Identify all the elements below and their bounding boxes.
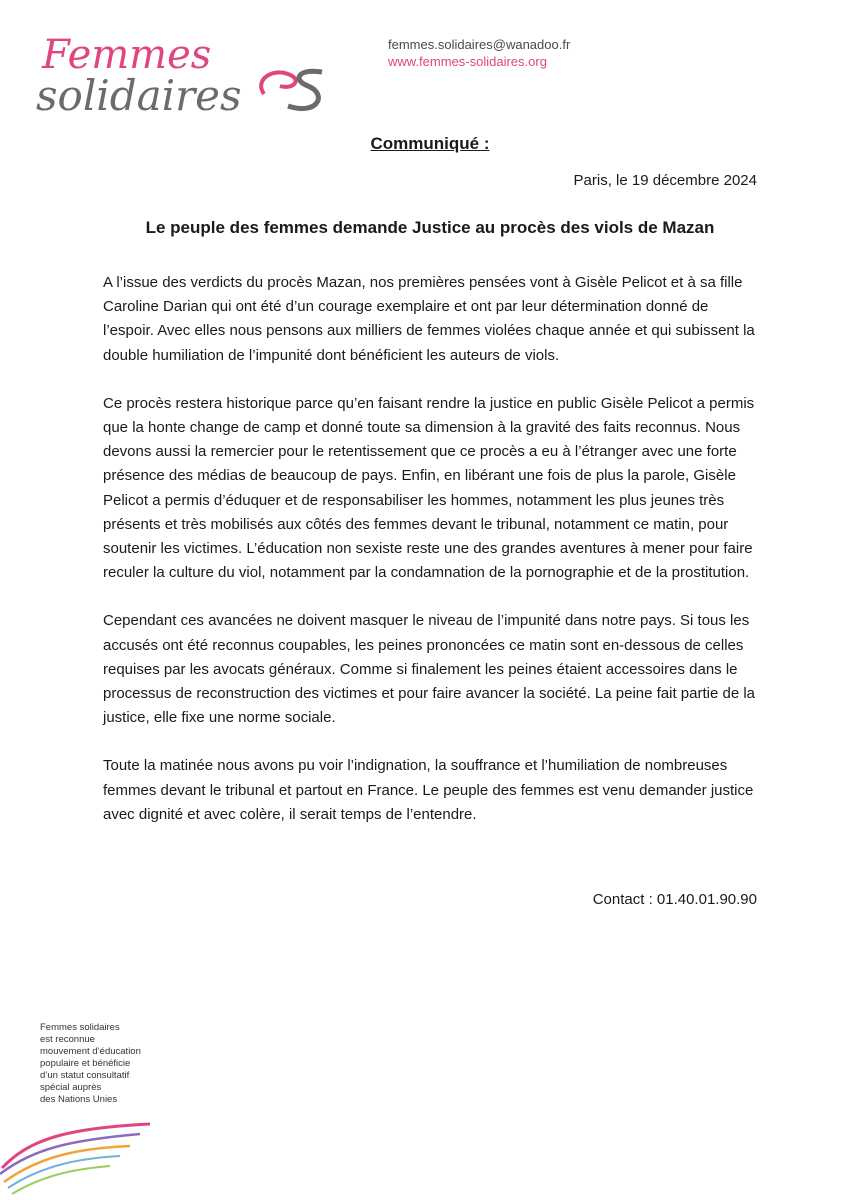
logo-swash-pink [261,72,296,94]
decorative-ribbon [0,1108,160,1198]
logo-word-femmes: Femmes [42,32,212,78]
footer-note-line: spécial auprès [40,1082,102,1093]
footer-note [40,1022,170,1106]
website-link[interactable]: www.femmes-solidaires.org [388,54,547,69]
footer-note-line: mouvement d’éducation [40,1046,141,1057]
logo-graphic [36,24,336,124]
footer-note-line: des Nations Unies [40,1094,118,1105]
ribbon-stroke-green [12,1166,110,1194]
contact-phone: Contact : 01.40.01.90.90 [592,891,757,908]
body-text [103,271,763,851]
footer-note-line: d’un statut consultatif [40,1070,130,1081]
femmes-solidaires-logo [36,24,336,124]
logo-word-solidaires: solidaires [36,71,242,120]
header-contact [388,36,570,70]
paragraph-4: Toute la matinée nous avons pu voir l’indignation, la souffrance et l’humiliation de nombreuses femmes devant le tribunal et partout en France. Le peuple des femmes est venu demander justice avec dignité et avec colère, il serait temps de l’entendre. [103,757,754,823]
paragraph-2: Ce procès restera historique parce qu’en faisant rendre la justice en public Gisèle Pelicot a permis que la honte change de camp et donné toute sa dimension à la gravité des faits reconnus. Nous devons aussi la remercier pour le retentissement que ce procès a eu à l’étranger avec une forte présence des médias de beaucoup de pays. Enfin, en libérant une fois de plus la parole, Gisèle Pelicot a permis d’éduquer et de responsabiliser les hommes, notamment les plus jeunes très présents et très mobilisés aux côtés des femmes devant le tribunal, notamment ce matin, pour soutenir les victimes. L’éducation non sexiste reste une des grandes aventures à mener pour faire reculer la culture du viol, notamment par la condamnation de la pornographie et de la prostitution. [103,394,755,582]
footer-note-line: populaire et bénéficie [40,1058,131,1069]
footer-note-line: Femmes solidaires [40,1022,120,1033]
email-address[interactable]: femmes.solidaires@wanadoo.fr [388,37,571,52]
paragraph-3: Cependant ces avancées ne doivent masquer le niveau de l’impunité dans notre pays. Si tous les accusés ont été reconnus coupables, les peines prononcées ce matin sont en-dessous de celles requises par les avocats généraux. Comme si finalement les peines étaient accessoires dans le processus de reconstruction des victimes et pour faire avancer la société. La peine fait partie de la justice, elle fixe une norme sociale. [103,612,756,727]
footer-note-line: est reconnue [40,1034,95,1045]
place-date: Paris, le 19 décembre 2024 [573,172,757,189]
paragraph-1: A l’issue des verdicts du procès Mazan, nos premières pensées vont à Gisèle Pelicot et à sa fille Caroline Darian qui ont été d’un courage exemplaire et ont par leur détermination donné de l’espoir. Avec elles nous pensons aux milliers de femmes violées chaque année et qui subissent la double humiliation de l’impunité dont bénéficient les auteurs de viols. [103,274,755,364]
ribbon-graphic [0,1108,160,1198]
communique-label: Communiqué : [370,134,490,153]
headline: Le peuple des femmes demande Justice au procès des viols de Mazan [145,218,715,237]
